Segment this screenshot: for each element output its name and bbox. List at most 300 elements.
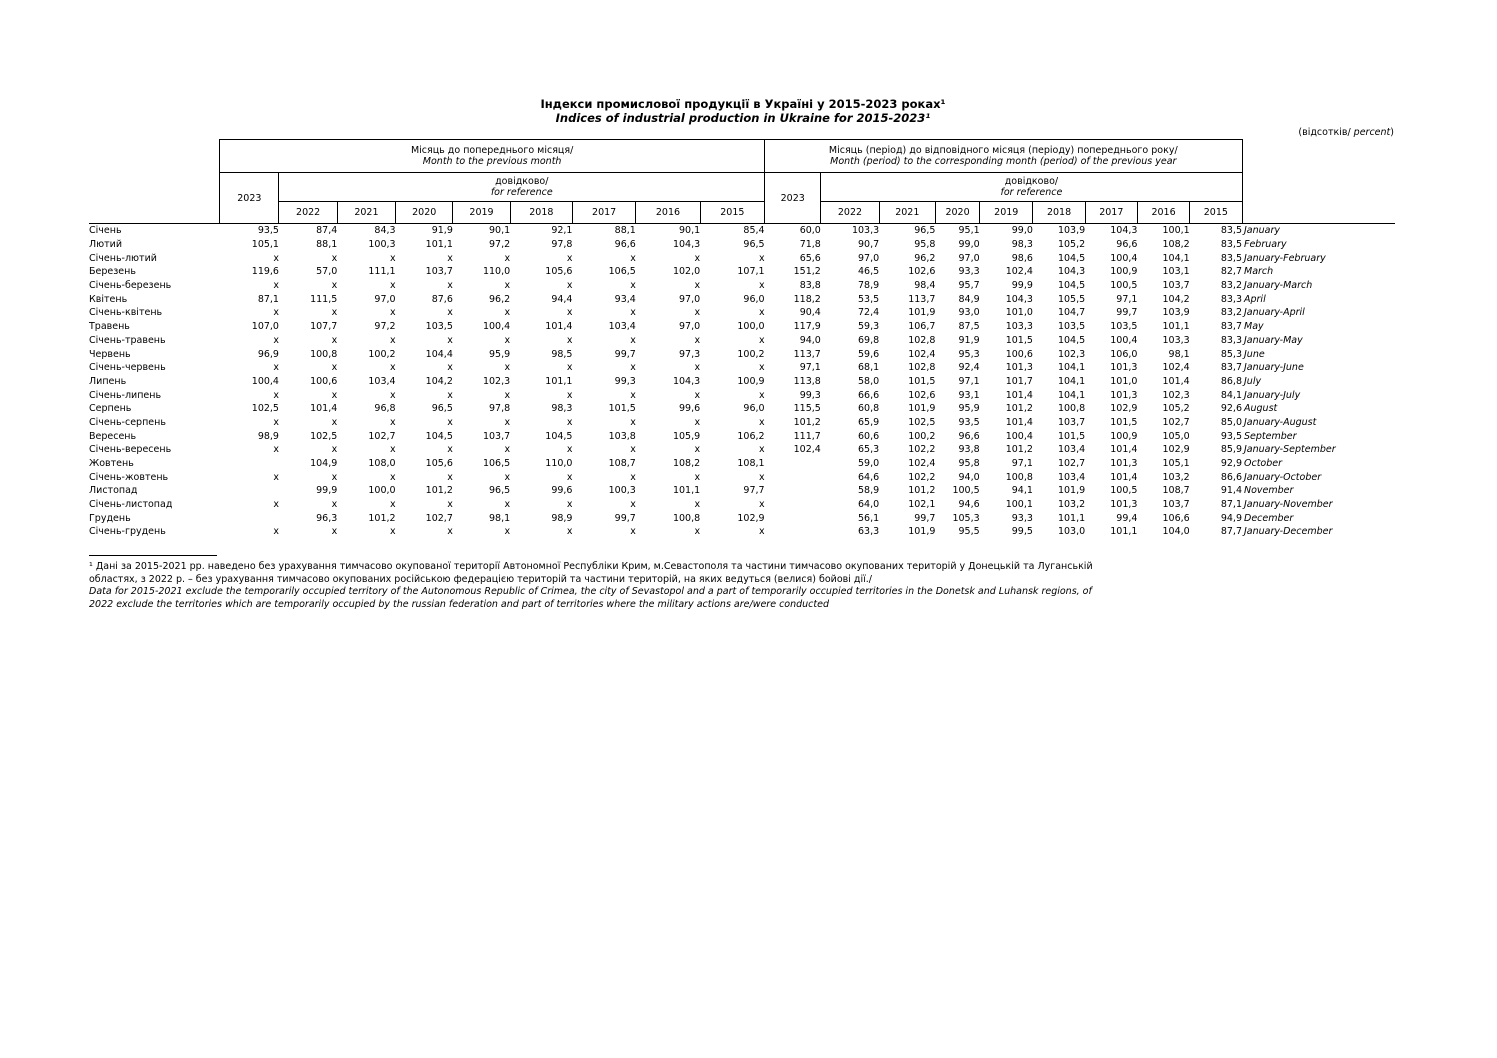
cell-yearly: 93,1 xyxy=(958,389,980,401)
cell-monthly: 103,4 xyxy=(368,375,396,387)
monthly-year-2018: 2018 xyxy=(510,202,572,224)
cell-yearly: 104,5 xyxy=(1057,280,1086,292)
cell-yearly xyxy=(765,484,821,498)
cell-monthly: x xyxy=(694,416,701,428)
cell-yearly: 104,0 xyxy=(1162,526,1190,538)
cell-monthly: 100,0 xyxy=(737,321,765,333)
cell-monthly: 101,5 xyxy=(608,403,636,415)
cell-yearly: 106,0 xyxy=(1110,348,1138,360)
cell-yearly: 86,6 xyxy=(1220,471,1242,483)
cell-monthly: x xyxy=(447,362,453,374)
cell-yearly: 93,0 xyxy=(958,307,980,319)
table-row xyxy=(89,470,1395,484)
cell-yearly: 103,2 xyxy=(1057,499,1086,511)
table-row xyxy=(89,279,1395,293)
cell-monthly: x xyxy=(758,280,765,292)
cell-yearly: 96,6 xyxy=(1116,239,1138,251)
monthly-year-2022: 2022 xyxy=(279,202,337,224)
cell-yearly: 97,1 xyxy=(799,362,821,374)
monthly-year-2020: 2020 xyxy=(396,202,453,224)
row-label-en: April xyxy=(1244,293,1266,305)
cell-monthly: x xyxy=(566,307,573,319)
cell-yearly: 101,5 xyxy=(1110,416,1138,428)
cell-yearly: 101,0 xyxy=(1005,307,1033,319)
cell-monthly xyxy=(220,484,279,498)
row-label-en: October xyxy=(1244,458,1283,470)
cell-monthly: 97,2 xyxy=(374,321,396,333)
cell-yearly: 78,9 xyxy=(857,280,880,292)
cell-monthly: x xyxy=(566,526,573,538)
row-label-en: March xyxy=(1244,266,1274,278)
unit-label xyxy=(1180,127,1394,138)
cell-monthly: 103,7 xyxy=(482,430,511,442)
cell-yearly: 103,7 xyxy=(1162,499,1190,511)
cell-monthly: x xyxy=(331,526,338,538)
yearly-year-2015: 2015 xyxy=(1190,202,1242,224)
cell-monthly: x xyxy=(630,280,636,292)
cell-yearly: 105,5 xyxy=(1057,293,1086,305)
cell-monthly: x xyxy=(630,526,636,538)
cell-monthly: x xyxy=(447,444,453,456)
cell-monthly: x xyxy=(273,334,279,346)
cell-yearly xyxy=(765,470,821,484)
cell-monthly: 101,1 xyxy=(672,485,701,497)
cell-yearly: 60,8 xyxy=(857,403,880,415)
cell-yearly: 104,1 xyxy=(1057,389,1086,401)
cell-monthly: x xyxy=(566,416,573,428)
cell-monthly: 90,1 xyxy=(636,224,700,238)
row-label-uk: Березень xyxy=(89,266,136,278)
cell-monthly: x xyxy=(447,280,453,292)
cell-monthly: 96,0 xyxy=(743,403,765,415)
cell-monthly: 108,2 xyxy=(672,458,701,470)
cell-yearly: 65,3 xyxy=(857,444,880,456)
cell-yearly: 101,2 xyxy=(1005,444,1033,456)
row-label-uk: Липень xyxy=(89,375,127,387)
table-row xyxy=(89,443,1395,457)
cell-monthly: x xyxy=(273,252,279,264)
cell-yearly: 64,6 xyxy=(857,471,880,483)
cell-monthly: x xyxy=(566,280,573,292)
cell-monthly: x xyxy=(331,280,338,292)
row-label-uk: Січень-грудень xyxy=(89,526,166,538)
cell-monthly: 87,6 xyxy=(431,293,453,305)
cell-monthly: x xyxy=(630,444,636,456)
cell-monthly: x xyxy=(331,416,338,428)
cell-yearly: 100,1 xyxy=(1137,224,1189,238)
cell-yearly: 101,2 xyxy=(793,416,821,428)
yearly-year-2022: 2022 xyxy=(821,202,879,224)
cell-yearly: 98,4 xyxy=(914,280,936,292)
cell-yearly: 85,3 xyxy=(1220,348,1242,360)
cell-yearly: 103,3 xyxy=(1005,321,1033,333)
cell-yearly: 100,5 xyxy=(1110,485,1138,497)
cell-yearly: 104,1 xyxy=(1057,362,1086,374)
cell-monthly: 92,1 xyxy=(510,224,572,238)
header-reference-monthly xyxy=(279,173,765,202)
cell-monthly: x xyxy=(447,526,453,538)
header-group1-en: Month to the previous month xyxy=(422,156,562,167)
row-label-uk: Січень-вересень xyxy=(89,444,172,456)
cell-yearly: 100,4 xyxy=(1005,430,1033,442)
cell-yearly: 96,2 xyxy=(914,252,936,264)
cell-monthly: 100,2 xyxy=(737,348,765,360)
cell-monthly: x xyxy=(504,252,511,264)
cell-monthly: 94,4 xyxy=(551,293,573,305)
table-row xyxy=(89,511,1395,525)
cell-monthly: 100,0 xyxy=(368,485,396,497)
cell-monthly: x xyxy=(694,444,701,456)
cell-yearly: 93,3 xyxy=(958,266,980,278)
cell-monthly: 90,1 xyxy=(453,224,510,238)
cell-yearly: 98,6 xyxy=(1011,252,1033,264)
cell-monthly: 105,6 xyxy=(545,266,573,278)
cell-monthly: 96,5 xyxy=(431,403,453,415)
cell-monthly: x xyxy=(630,362,636,374)
cell-yearly: 93,8 xyxy=(958,444,980,456)
cell-monthly: x xyxy=(566,252,573,264)
monthly-year-2019: 2019 xyxy=(453,202,510,224)
cell-yearly: 102,6 xyxy=(908,266,936,278)
row-label-uk: Січень-червень xyxy=(89,362,166,374)
row-label-en: January-November xyxy=(1244,499,1333,511)
cell-yearly: 90,7 xyxy=(857,239,880,251)
cell-yearly: 92,6 xyxy=(1220,403,1242,415)
cell-yearly: 103,1 xyxy=(1162,266,1190,278)
cell-monthly: 96,9 xyxy=(257,348,279,360)
cell-yearly: 99,7 xyxy=(1116,307,1138,319)
cell-monthly: 93,5 xyxy=(220,224,279,238)
corner-cell-3 xyxy=(89,202,220,224)
cell-monthly: 104,3 xyxy=(672,375,701,387)
cell-yearly: 83,5 xyxy=(1220,239,1242,251)
cell-yearly: 102,4 xyxy=(1162,362,1190,374)
cell-monthly: 88,1 xyxy=(572,224,635,238)
cell-yearly: 106,6 xyxy=(1162,512,1190,524)
cell-yearly: 104,1 xyxy=(1162,252,1190,264)
cell-monthly: 100,3 xyxy=(368,239,396,251)
header-month-to-previous xyxy=(220,140,765,173)
cell-yearly: 103,9 xyxy=(1033,224,1085,238)
table-row xyxy=(89,320,1395,334)
cell-monthly: 104,5 xyxy=(545,430,573,442)
cell-yearly: 87,5 xyxy=(958,321,980,333)
cell-yearly: 83,3 xyxy=(1220,334,1242,346)
cell-yearly: 101,2 xyxy=(1005,403,1033,415)
cell-yearly: 104,2 xyxy=(1162,293,1190,305)
cell-monthly: x xyxy=(566,389,573,401)
cell-monthly: 100,3 xyxy=(608,485,636,497)
cell-yearly: 83,3 xyxy=(1220,293,1242,305)
cell-monthly: x xyxy=(331,252,338,264)
unit-uk: (відсотків/ xyxy=(1298,127,1354,138)
cell-yearly: 84,9 xyxy=(958,293,980,305)
table-row xyxy=(89,334,1395,348)
row-label-en: January-July xyxy=(1244,389,1301,401)
row-label-uk: Травень xyxy=(89,321,130,333)
cell-yearly: 102,6 xyxy=(908,389,936,401)
corner-cell-4 xyxy=(1242,202,1395,224)
cell-yearly: 101,3 xyxy=(1110,389,1138,401)
cell-yearly: 59,0 xyxy=(857,458,880,470)
cell-yearly: 101,5 xyxy=(1005,334,1033,346)
indices-table xyxy=(89,139,1395,539)
cell-yearly: 96,5 xyxy=(879,224,935,238)
cell-monthly: 57,0 xyxy=(316,266,338,278)
cell-yearly: 101,4 xyxy=(1162,375,1190,387)
cell-yearly: 91,9 xyxy=(958,334,980,346)
row-label-en: May xyxy=(1244,321,1264,333)
cell-yearly xyxy=(765,457,821,471)
cell-yearly: 101,7 xyxy=(1005,375,1033,387)
cell-yearly: 105,0 xyxy=(1162,430,1190,442)
cell-yearly: 113,8 xyxy=(793,375,821,387)
footnote xyxy=(89,561,1093,611)
row-label-uk: Квітень xyxy=(89,293,128,305)
table-row xyxy=(89,238,1395,252)
cell-monthly: 107,7 xyxy=(310,321,338,333)
corner-cell xyxy=(89,140,220,173)
cell-monthly: 100,9 xyxy=(737,375,765,387)
cell-monthly: 103,8 xyxy=(608,430,636,442)
cell-monthly: x xyxy=(566,471,573,483)
cell-yearly: 86,8 xyxy=(1220,375,1242,387)
header-2023-yearly: 2023 xyxy=(765,173,821,224)
cell-yearly: 100,6 xyxy=(1005,348,1033,360)
cell-monthly: 106,2 xyxy=(737,430,765,442)
cell-monthly: x xyxy=(331,389,338,401)
cell-monthly: x xyxy=(758,334,765,346)
row-label-en: January-May xyxy=(1244,334,1303,346)
monthly-year-2016: 2016 xyxy=(636,202,700,224)
table-row xyxy=(89,292,1395,306)
cell-yearly: 59,6 xyxy=(857,348,880,360)
cell-yearly: 90,4 xyxy=(799,307,821,319)
cell-monthly: 100,4 xyxy=(251,375,279,387)
row-label-uk: Січень-листопад xyxy=(89,499,173,511)
cell-monthly: x xyxy=(758,499,765,511)
row-label-uk: Жовтень xyxy=(89,458,134,470)
row-label-uk: Січень-жовтень xyxy=(89,471,169,483)
cell-monthly: x xyxy=(566,362,573,374)
cell-yearly: 98,3 xyxy=(1011,239,1033,251)
cell-yearly: 83,8 xyxy=(799,280,821,292)
cell-yearly: 101,5 xyxy=(1057,430,1086,442)
row-label-uk: Серпень xyxy=(89,403,132,415)
cell-monthly: x xyxy=(694,471,701,483)
cell-monthly: x xyxy=(447,252,453,264)
cell-monthly: x xyxy=(389,526,396,538)
cell-monthly: x xyxy=(758,362,765,374)
cell-yearly: 111,7 xyxy=(793,430,821,442)
cell-monthly: x xyxy=(694,389,701,401)
cell-yearly: 100,1 xyxy=(1005,499,1033,511)
cell-yearly: 102,5 xyxy=(908,416,936,428)
cell-monthly: x xyxy=(504,471,511,483)
cell-yearly: 85,9 xyxy=(1220,444,1242,456)
cell-monthly: 105,6 xyxy=(425,458,453,470)
cell-monthly: x xyxy=(273,307,279,319)
cell-monthly: 98,9 xyxy=(257,430,279,442)
cell-monthly: 106,5 xyxy=(608,266,636,278)
cell-monthly: x xyxy=(389,334,396,346)
cell-monthly: x xyxy=(758,526,765,538)
row-label-en: November xyxy=(1244,485,1294,497)
cell-monthly: x xyxy=(389,444,396,456)
cell-yearly: 100,5 xyxy=(1110,280,1138,292)
cell-yearly: 97,1 xyxy=(1116,293,1138,305)
table-row xyxy=(89,388,1395,402)
cell-monthly: 87,1 xyxy=(257,293,279,305)
unit-close: ) xyxy=(1390,127,1394,138)
cell-yearly: 100,8 xyxy=(1005,471,1033,483)
cell-monthly: x xyxy=(273,389,279,401)
monthly-year-2015: 2015 xyxy=(700,202,764,224)
cell-monthly: 84,3 xyxy=(337,224,395,238)
cell-monthly: 119,6 xyxy=(251,266,279,278)
cell-yearly: 101,2 xyxy=(908,485,936,497)
cell-monthly: x xyxy=(630,389,636,401)
row-label-en: January-February xyxy=(1244,252,1326,264)
footnote-uk-line1: ¹ Дані за 2015-2021 рр. наведено без урахування тимчасово окупованої території Автономної Республіки Крим, м.Севастополя та частини тимчасово окупованих територій у Донецькій та Луганській xyxy=(89,561,1093,572)
cell-yearly: 104,5 xyxy=(1057,252,1086,264)
cell-monthly: x xyxy=(331,471,338,483)
row-label-en: July xyxy=(1244,375,1262,387)
cell-yearly: 117,9 xyxy=(793,321,821,333)
cell-yearly: 102,8 xyxy=(908,362,936,374)
cell-monthly: x xyxy=(389,252,396,264)
cell-monthly: x xyxy=(504,499,511,511)
cell-yearly: 102,2 xyxy=(908,444,936,456)
footnote-uk-line2: областях, з 2022 р. – без урахування тимчасово окупованих російською федерацією територій та частини територій, на яких ведуться (велися) бойові дії./ xyxy=(89,573,872,585)
cell-yearly: 91,4 xyxy=(1220,485,1242,497)
cell-monthly: x xyxy=(447,471,453,483)
header-month-to-previous-year xyxy=(765,140,1242,173)
cell-yearly: 53,5 xyxy=(857,293,880,305)
cell-yearly: 59,3 xyxy=(857,321,880,333)
cell-monthly: 107,1 xyxy=(737,266,765,278)
table-row xyxy=(89,402,1395,416)
cell-monthly: 97,8 xyxy=(489,403,511,415)
cell-monthly: x xyxy=(273,280,279,292)
cell-yearly: 60,6 xyxy=(857,430,880,442)
row-label-uk: Січень-лютий xyxy=(89,252,157,264)
cell-yearly: 94,0 xyxy=(958,471,980,483)
cell-yearly: 102,2 xyxy=(908,471,936,483)
cell-yearly: 103,4 xyxy=(1057,471,1086,483)
row-label-en: August xyxy=(1244,403,1278,415)
cell-monthly: x xyxy=(273,444,279,456)
cell-yearly: 100,5 xyxy=(952,485,980,497)
cell-monthly: x xyxy=(447,389,453,401)
cell-monthly xyxy=(220,511,279,525)
cell-monthly: x xyxy=(447,416,453,428)
cell-yearly: 105,2 xyxy=(1057,239,1086,251)
cell-yearly: 58,9 xyxy=(857,485,880,497)
header-ref-en: for reference xyxy=(490,187,553,198)
table-row xyxy=(89,224,1395,238)
cell-yearly: 105,2 xyxy=(1162,403,1190,415)
cell-yearly: 101,1 xyxy=(1162,321,1190,333)
cell-monthly: x xyxy=(630,334,636,346)
cell-monthly: 103,5 xyxy=(425,321,453,333)
cell-yearly: 113,7 xyxy=(908,293,936,305)
cell-yearly: 71,8 xyxy=(799,239,821,251)
cell-monthly: x xyxy=(273,499,279,511)
cell-monthly: x xyxy=(758,307,765,319)
cell-monthly: x xyxy=(389,416,396,428)
cell-yearly: 56,1 xyxy=(857,512,880,524)
cell-monthly: x xyxy=(694,307,701,319)
cell-monthly: 100,2 xyxy=(368,348,396,360)
cell-monthly: x xyxy=(758,416,765,428)
cell-monthly: x xyxy=(566,499,573,511)
cell-yearly: 100,9 xyxy=(1110,430,1138,442)
table-row xyxy=(89,361,1395,375)
table-row xyxy=(89,498,1395,512)
cell-yearly: 103,3 xyxy=(821,224,879,238)
cell-monthly: 105,9 xyxy=(672,430,701,442)
cell-monthly: 100,8 xyxy=(310,348,338,360)
cell-monthly: x xyxy=(758,252,765,264)
row-label-en: June xyxy=(1244,348,1265,360)
cell-monthly: 97,2 xyxy=(489,239,511,251)
cell-yearly: 69,8 xyxy=(857,334,880,346)
cell-monthly: 102,7 xyxy=(368,430,396,442)
cell-monthly: 99,3 xyxy=(614,375,636,387)
cell-yearly: 101,5 xyxy=(908,375,936,387)
table-row xyxy=(89,484,1395,498)
cell-yearly: 99,9 xyxy=(1011,280,1033,292)
yearly-year-2021: 2021 xyxy=(879,202,935,224)
cell-monthly: 104,4 xyxy=(425,348,453,360)
yearly-year-2016: 2016 xyxy=(1137,202,1189,224)
cell-yearly: 99,3 xyxy=(799,389,821,401)
cell-monthly: x xyxy=(694,526,701,538)
cell-yearly: 85,0 xyxy=(1220,416,1242,428)
cell-monthly: 99,7 xyxy=(614,348,636,360)
cell-monthly: 93,4 xyxy=(614,293,636,305)
cell-monthly: x xyxy=(331,444,338,456)
row-label-uk: Січень-липень xyxy=(89,389,162,401)
cell-yearly: 97,0 xyxy=(958,252,980,264)
cell-monthly: x xyxy=(694,499,701,511)
footnote-rule xyxy=(89,555,217,556)
cell-yearly: 101,9 xyxy=(908,526,936,538)
monthly-year-2021: 2021 xyxy=(337,202,395,224)
cell-yearly: 101,4 xyxy=(1110,444,1138,456)
cell-yearly: 103,2 xyxy=(1162,471,1190,483)
cell-monthly: 101,1 xyxy=(545,375,573,387)
cell-monthly: x xyxy=(389,471,396,483)
header-ref-en-2: for reference xyxy=(1000,187,1063,198)
cell-monthly: 102,5 xyxy=(251,403,279,415)
cell-monthly: x xyxy=(447,334,453,346)
row-label-en: December xyxy=(1244,512,1294,524)
header-english-col xyxy=(1242,140,1395,173)
cell-yearly: 46,5 xyxy=(857,266,880,278)
cell-yearly: 63,3 xyxy=(857,526,880,538)
cell-monthly: 101,4 xyxy=(545,321,573,333)
cell-monthly: x xyxy=(504,334,511,346)
table-row xyxy=(89,347,1395,361)
cell-monthly: 111,5 xyxy=(310,293,338,305)
cell-monthly: x xyxy=(273,526,279,538)
row-label-en: January-June xyxy=(1244,362,1304,374)
cell-monthly: x xyxy=(389,389,396,401)
cell-yearly: 83,5 xyxy=(1220,252,1242,264)
table-row xyxy=(89,265,1395,279)
